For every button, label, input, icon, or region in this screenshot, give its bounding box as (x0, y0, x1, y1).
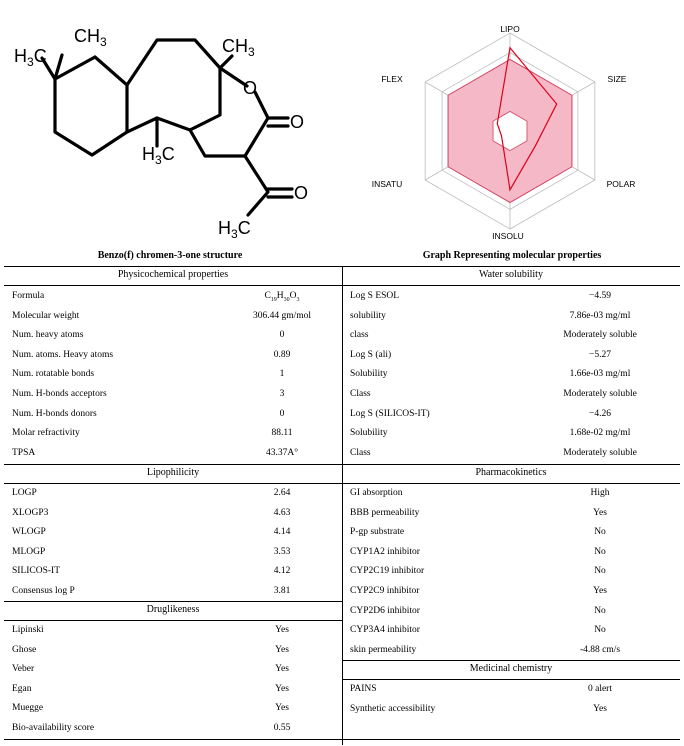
row-value: Yes (593, 507, 607, 518)
row-value: 88.11 (271, 428, 293, 439)
row-value: Yes (593, 586, 607, 596)
table-row (350, 424, 680, 444)
axis-label-polar: POLAR (606, 179, 636, 189)
axis-label-lipo: LIPO (500, 24, 520, 34)
row-label: Lipinski (12, 625, 44, 635)
table-row (12, 444, 342, 464)
section-title-lipophilicity: Lipophilicity (146, 467, 200, 478)
row-label: Log S (ali) (350, 349, 392, 360)
row-value: 2.64 (273, 488, 291, 498)
row-label: Muegge (12, 703, 44, 714)
table-row (12, 405, 342, 425)
row-value: No (594, 566, 606, 577)
row-label: Molecular weight (12, 310, 80, 321)
table-row (350, 543, 680, 563)
table-row (350, 562, 680, 582)
table-row (12, 660, 342, 680)
row-label: Num. H-bonds acceptors (12, 389, 107, 399)
row-label: Num. H-bonds donors (12, 408, 97, 419)
row-label: Num. atoms. Heavy atoms (12, 349, 114, 360)
methyl-label-top: $CH_3$ (74, 26, 107, 49)
row-label: Molar refractivity (12, 428, 80, 439)
section-title-medicinal-chemistry: Medicinal chemistry (469, 663, 553, 674)
row-label: Solubility (350, 369, 388, 380)
table-row (12, 504, 342, 524)
methyl-label-left: $H_3C$ (14, 46, 47, 69)
table-row (12, 326, 342, 346)
methyl-label-mid: $H_3C$ (142, 144, 175, 167)
section-title-physicochemical: Physicochemical properties (117, 269, 229, 280)
row-label: CYP2C9 inhibitor (350, 586, 420, 596)
row-value: Yes (275, 703, 289, 714)
table-row (12, 365, 342, 385)
table-row (350, 405, 680, 425)
row-label: SILICOS-IT (12, 566, 61, 577)
table-row (350, 326, 680, 346)
table-row (350, 582, 680, 602)
structure-caption: Benzo(f) chromen-3-one structure (97, 250, 243, 261)
row-label: XLOGP3 (12, 507, 49, 518)
row-value: Yes (593, 703, 607, 714)
row-label: Synthetic accessibility (350, 703, 436, 714)
row-value: 1 (279, 369, 285, 380)
section-title-pharmacokinetics: Pharmacokinetics (475, 467, 547, 478)
row-value: 0 (279, 408, 285, 419)
axis-label-insolu: INSOLU (492, 231, 524, 241)
row-label: Egan (12, 683, 32, 694)
row-value: Moderately soluble (563, 447, 637, 458)
table-row (12, 699, 342, 719)
row-label: Formula (12, 291, 45, 301)
row-value: -4.88 cm/s (579, 644, 621, 655)
row-label: Class (350, 447, 371, 458)
row-value: Moderately soluble (563, 330, 637, 341)
table-row (350, 504, 680, 524)
row-label: MLOGP (12, 546, 46, 557)
row-value: 0 (279, 330, 285, 341)
row-value: 0 alert (587, 684, 612, 694)
table-row (12, 543, 342, 563)
row-label: Class (350, 389, 371, 399)
row-label: WLOGP (12, 527, 46, 538)
row-label: GI absorption (350, 488, 403, 498)
axis-label-size: SIZE (607, 74, 627, 84)
row-label: Consensus log P (12, 586, 75, 596)
row-value: Yes (275, 664, 289, 675)
methyl-label-bottom: $H_3C$ (218, 218, 251, 241)
table-row (12, 621, 342, 641)
section-title-water-solubility: Water solubility (479, 269, 543, 280)
table-row (12, 307, 342, 327)
row-label: LOGP (12, 488, 37, 498)
row-value: 0.55 (273, 723, 291, 733)
table-row (12, 424, 342, 444)
row-label: CYP2D6 inhibitor (350, 605, 420, 616)
row-value: No (594, 546, 606, 557)
row-value: 0.89 (273, 349, 291, 360)
table-row (350, 287, 680, 307)
table-row (350, 385, 680, 405)
table-row (350, 621, 680, 641)
table-row (350, 700, 680, 720)
acetyl-oxygen-label: O (294, 183, 309, 203)
row-value: 7.86e-03 mg/ml (569, 310, 631, 321)
table-row (350, 444, 680, 464)
row-label: BBB permeability (350, 507, 420, 518)
table-row (12, 523, 342, 543)
table-row (12, 562, 342, 582)
table-row (350, 602, 680, 622)
table-row (12, 385, 342, 405)
row-label: CYP2C19 inhibitor (350, 566, 425, 577)
row-label: Solubility (350, 428, 388, 439)
section-title-druglikeness: Druglikeness (146, 604, 200, 615)
row-label: CYP1A2 inhibitor (350, 546, 420, 557)
row-value: Yes (275, 683, 289, 694)
row-label: CYP3A4 inhibitor (350, 625, 420, 636)
axis-label-insatu: INSATU (371, 179, 403, 189)
row-value: 43.37A° (265, 447, 299, 458)
row-value: Yes (275, 625, 289, 635)
table-row (350, 484, 680, 504)
table-row (12, 719, 342, 739)
table-row (12, 287, 342, 307)
table-row (350, 641, 680, 661)
row-label: Num. rotatable bonds (12, 369, 95, 380)
row-value: 3.81 (273, 586, 291, 596)
row-value: Moderately soluble (563, 389, 637, 399)
table-row (350, 365, 680, 385)
row-label: P-gp substrate (350, 527, 405, 538)
row-value: 3.53 (273, 546, 291, 557)
row-value: 1.68e-02 mg/ml (569, 428, 631, 439)
row-value: 4.14 (273, 527, 291, 538)
row-value: High (590, 488, 610, 498)
row-value: 1.66e-03 mg/ml (569, 369, 631, 380)
row-label: TPSA (12, 447, 36, 458)
table-row (350, 346, 680, 366)
row-label: solubility (350, 310, 386, 321)
row-value: 306.44 gm/mol (252, 310, 312, 321)
row-value: 4.12 (273, 566, 291, 577)
row-label: Ghose (12, 644, 37, 655)
table-row (350, 680, 680, 700)
row-value: No (594, 605, 606, 616)
table-row (350, 523, 680, 543)
row-label: Log S ESOL (350, 291, 400, 301)
row-value: −4.59 (589, 291, 611, 301)
axis-label-flex: FLEX (381, 74, 403, 84)
row-value: 3 (279, 389, 285, 399)
table-row (350, 307, 680, 327)
row-label: PAINS (350, 684, 377, 694)
row-label: Veber (12, 664, 35, 675)
table-row (12, 484, 342, 504)
row-label: Log S (SILICOS-IT) (350, 408, 430, 419)
bioavailability-radar (340, 0, 684, 250)
methyl-label-right: $CH_3$ (222, 36, 255, 59)
row-value: −5.27 (589, 349, 611, 360)
table-row (12, 582, 342, 602)
row-label: skin permeability (350, 644, 417, 655)
table-row (12, 346, 342, 366)
row-value: Yes (275, 644, 289, 655)
ring-oxygen-label: O (243, 78, 258, 98)
row-value: No (594, 625, 606, 636)
row-value: −4.26 (589, 408, 611, 419)
graph-caption: Graph Representing molecular properties (422, 250, 602, 261)
row-value: No (594, 527, 606, 538)
row-label: Num. heavy atoms (12, 330, 84, 341)
row-label: Bio-availability score (12, 723, 95, 733)
formula-value: $C_{19}H_{30}O_3$ (264, 291, 300, 303)
table-row (12, 680, 342, 700)
carbonyl-oxygen-label: O (290, 112, 305, 132)
table-row (12, 641, 342, 661)
chemical-structure (0, 0, 340, 250)
row-label: class (350, 330, 369, 341)
row-value: 4.63 (273, 507, 291, 518)
